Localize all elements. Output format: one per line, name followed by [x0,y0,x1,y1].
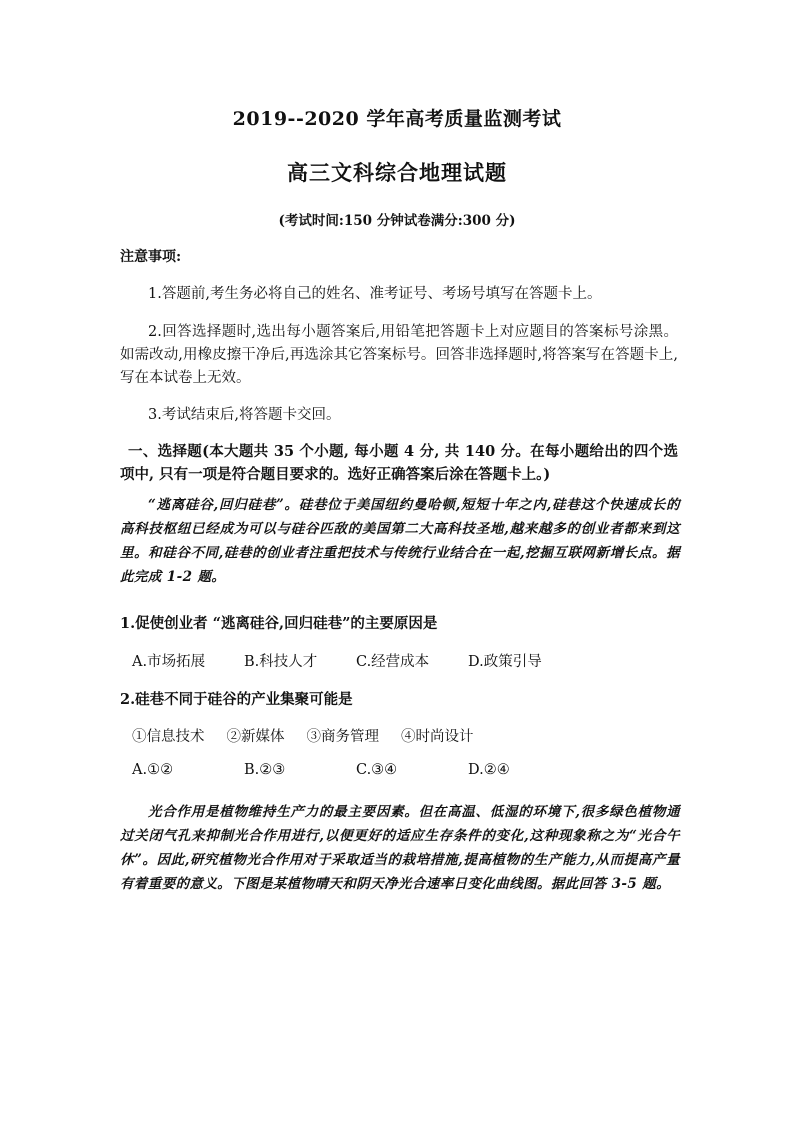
reading-passage-1: “逃离硅谷,回归硅巷”。硅巷位于美国纽约曼哈顿,短短十年之内,硅巷这个快速成长的高科技枢纽已经成为可以与硅谷匹敌的美国第二大高科技圣地,越来越多的创业者都来到这里。和硅谷不同,硅巷的创业者注重把技术与传统行业结合在一起,挖掘互联网新增长点。据此完成 1-2 题。 [120,497,680,585]
notes-heading: 注意事项: [120,249,182,265]
note-item-3: 3.考试结束后,将答题卡交回。 [148,407,341,423]
question-2-option-b: B.②③ [244,762,286,778]
reading-passage-2: 光合作用是植物维持生产力的最主要因素。但在高温、低湿的环境下,很多绿色植物通过关闭气孔来抑制光合作用进行,以便更好的适应生存条件的变化,这种现象称之为“光合午休”。因此,研究植物光合作用对于采取适当的栽培措施,提高植物的生产能力,从而提高产量有着重要的意义。下图是某植物晴天和阴天净光合速率日变化曲线图。据此回答 3-5 题。 [120,804,680,892]
question-2-option-c: C.③④ [356,762,398,778]
question-1-option-a: A.市场拓展 [132,654,206,670]
section-1-instructions: 一、选择题(本大题共 35 个小题, 每小题 4 分, 共 140 分。在每小题给出的四个选项中, 只有一项是符合题目要求的。选好正确答案后涂在答题卡上。) [120,443,678,483]
question-2-option-a: A.①② [132,762,174,778]
question-2-item-2: ②新媒体 [226,729,285,745]
question-1-options [132,650,580,671]
question-2-item-3: ③商务管理 [306,729,379,745]
note-item-1: 1.答题前,考生务必将自己的姓名、准考证号、考场号填写在答题卡上。 [148,286,602,302]
exam-subtitle: 高三文科综合地理试题 [287,160,507,185]
question-2-item-1: ①信息技术 [132,729,205,745]
exam-meta: (考试时间:150 分钟试卷满分:300 分) [278,213,516,229]
question-1-stem: 1.促使创业者 “逃离硅谷,回归硅巷”的主要原因是 [120,615,438,632]
question-2-options [132,762,580,778]
note-item-2: 2.回答选择题时,选出每小题答案后,用铅笔把答题卡上对应题目的答案标号涂黑。如需改动,用橡皮擦干净后,再选涂其它答案标号。回答非选择题时,将答案写在答题卡上,写在本试卷上无效。 [120,324,678,386]
question-2-option-d: D.②④ [468,762,510,778]
exam-title: 2019--2020 学年高考质量监测考试 [232,108,562,130]
question-1-option-b: B.科技人才 [244,654,318,670]
question-2-item-4: ④时尚设计 [401,729,474,745]
question-1-option-d: D.政策引导 [468,654,542,670]
question-2-stem: 2.硅巷不同于硅谷的产业集聚可能是 [120,691,353,708]
question-2-items [132,725,474,746]
question-1-option-c: C.经营成本 [356,654,430,670]
